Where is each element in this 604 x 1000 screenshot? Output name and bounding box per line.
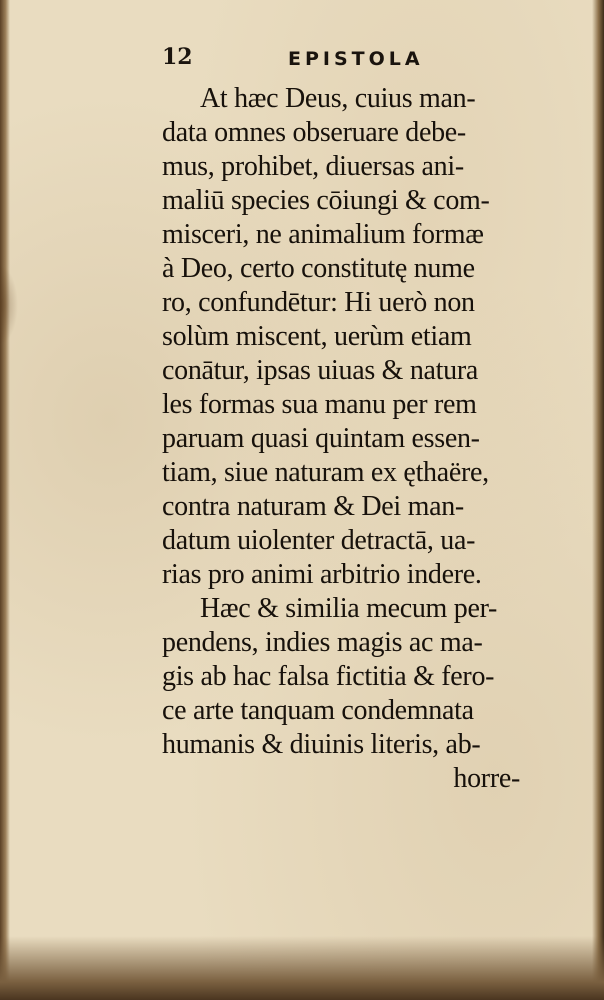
catchword: horre- — [453, 763, 520, 794]
text-line: les formas sua manu per rem — [162, 389, 477, 420]
text-line: pendens, indies magis ac ma- — [162, 627, 483, 658]
text-line: paruam quasi quintam essen- — [162, 423, 480, 454]
text-line: à Deo, certo constitutę nume — [162, 253, 475, 284]
text-line: Hæc & similia mecum per- — [200, 593, 498, 624]
text-line: ro, confundētur: Hi uerò non — [162, 287, 475, 318]
text-line: tiam, siue naturam ex ęthaëre, — [162, 457, 489, 488]
page-stain — [0, 265, 18, 345]
text-line: gis ab hac falsa fictitia & fero- — [162, 661, 495, 692]
page-left-edge — [0, 0, 10, 1000]
running-head: EPISTOLA — [288, 48, 424, 70]
text-line: mus, prohibet, diuersas ani- — [162, 151, 464, 182]
text-line: datum uiolenter detractā, ua- — [162, 525, 476, 556]
text-line: conātur, ipsas uiuas & natura — [162, 355, 478, 386]
text-line: humanis & diuinis literis, ab- — [162, 729, 481, 760]
text-line: data omnes obseruare debe- — [162, 117, 466, 148]
page-header — [162, 44, 462, 78]
text-line: ce arte tanquam condemnata — [162, 695, 474, 726]
text-line: contra naturam & Dei man- — [162, 491, 464, 522]
page-bottom-edge — [0, 936, 604, 1000]
text-line: solùm miscent, uerùm etiam — [162, 321, 472, 352]
text-block — [162, 82, 534, 796]
text-line: misceri, ne animalium formæ — [162, 219, 484, 250]
text-line: rias pro animi arbitrio indere. — [162, 559, 482, 590]
folio-number: 12 — [162, 44, 193, 70]
text-line: maliū species cōiungi & com- — [162, 185, 490, 216]
text-line: At hæc Deus, cuius man- — [200, 83, 476, 114]
page-right-edge — [592, 0, 604, 1000]
